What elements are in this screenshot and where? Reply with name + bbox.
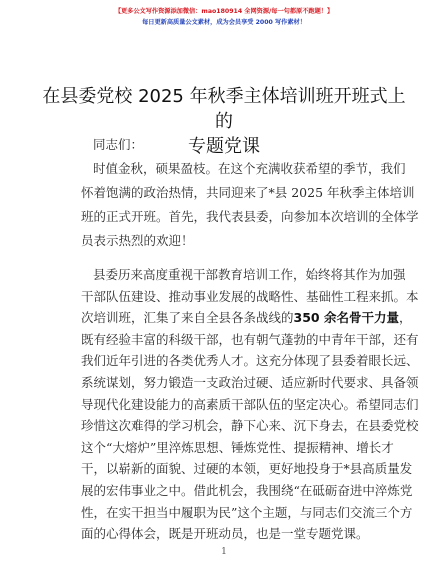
- paragraph-line: 班的正式开班。首先，我代表县委，向参加本次培训的全体学: [81, 209, 419, 224]
- paragraph-line: 展的宏伟事业之中。借此机会，我围绕“在砥砺奋进中淬炼党: [81, 483, 413, 498]
- title-line-1: 在县委党校 2025 年秋季主体培训班开班式上的: [42, 86, 406, 132]
- title-line-2: 专题党课: [188, 136, 260, 157]
- paragraph-line: 这个“大熔炉”里淬炼思想、锤炼党性、提振精神、增长才: [81, 439, 394, 455]
- paragraph-line: 既有经验丰富的科级干部，也有朝气蓬勃的中青年干部，还有: [81, 331, 419, 347]
- paragraph-line: 我们近年引进的各类优秀人才。这充分体现了县委着眼长远、: [81, 353, 419, 369]
- paragraph-line: 性，在实干担当中履职为民”这个主题，与同志们交流三个方: [81, 504, 413, 520]
- paragraph-line: 导现代化建设能力的高素质干部队伍的坚定决心。希望同志们: [81, 396, 419, 412]
- paragraph-line: 县委历来高度重视干部教育培训工作，始终将其作为加强: [93, 267, 406, 282]
- line-text: 次培训班，汇集了来自全县各条战线的: [81, 310, 294, 326]
- promo-banner-line-2: 每日更新高质量公文素材，成为会员享受 2000 写作素材！: [142, 19, 306, 26]
- highlighted-count: 350 余名骨干力量: [293, 310, 399, 326]
- salutation: 同志们：: [93, 137, 144, 152]
- promo-banner-line-1: 【更多公文写作资源添加微信：mao180914 全网资源/每一句都原不跑题！】: [114, 8, 334, 15]
- paragraph-line: 干，以崭新的面貌、过硬的本领，更好地投身于*县高质量发: [81, 461, 413, 477]
- paragraph-line: 干部队伍建设、推动事业发展的战略性、基础性工程来抓。本: [81, 288, 419, 304]
- paragraph-line: 面的心得体会，既是开班动员，也是一堂专题党课。: [81, 526, 369, 542]
- page-number: 1: [221, 547, 227, 557]
- line-punctuation: ，: [398, 310, 412, 326]
- paragraph-line: 系统谋划，努力锻造一支政治过硬、适应新时代要求、具备领: [81, 375, 419, 390]
- paragraph-line: 怀着饱满的政治热情，共同迎来了*县 2025 年秋季主体培训: [81, 185, 415, 200]
- paragraph-line: 珍惜这次难得的学习机会，静下心来、沉下身去，在县委党校: [81, 418, 419, 434]
- paragraph-line: 员表示热烈的欢迎！: [81, 233, 194, 248]
- paragraph-line: 时值金秋，硕果盈枝。在这个充满收获希望的季节，我们: [93, 161, 406, 176]
- paragraph-line-with-highlight: [81, 308, 411, 326]
